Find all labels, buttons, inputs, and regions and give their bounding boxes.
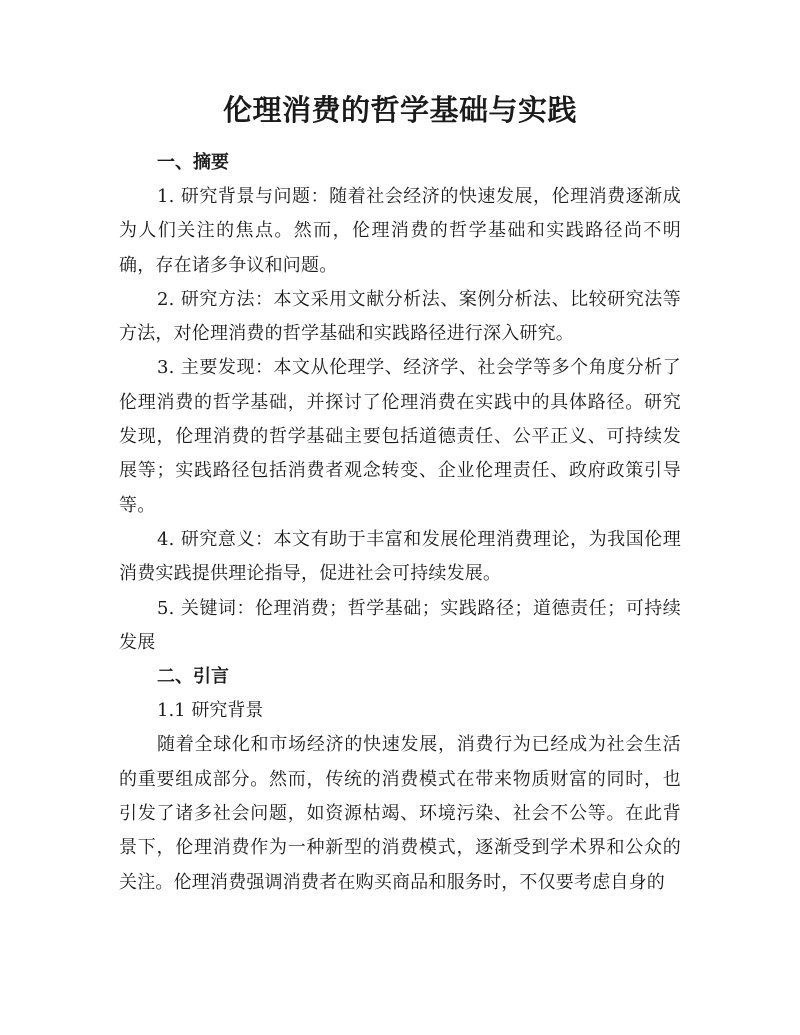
abstract-heading: 一、摘要 [157, 152, 229, 173]
abstract-paragraph-findings: 3. 主要发现：本文从伦理学、经济学、社会学等多个角度分析了伦理消费的哲学基础，并探讨了伦理消费在实践中的具体路径。研究发现，伦理消费的哲学基础主要包括道德责任、公平正义、可持续发展等；实践路径包括消费者观念转变、企业伦理责任、政府政策引导等。 [119, 357, 681, 516]
document-body [119, 146, 681, 900]
intro-subheading: 1.1 研究背景 [157, 700, 264, 722]
intro-paragraph: 随着全球化和市场经济的快速发展，消费行为已经成为社会生活的重要组成部分。然而，传统的消费模式在带来物质财富的同时，也引发了诸多社会问题，如资源枯竭、环境污染、社会不公等。在此背景下，伦理消费作为一种新型的消费模式，逐渐受到学术界和公众的关注。伦理消费强调消费者在购买商品和服务时，不仅要考虑自身的 [119, 734, 681, 893]
abstract-paragraph-methods: 2. 研究方法：本文采用文献分析法、案例分析法、比较研究法等方法，对伦理消费的哲学基础和实践路径进行深入研究。 [119, 288, 681, 345]
intro-heading: 二、引言 [157, 666, 229, 688]
abstract-paragraph-significance: 4. 研究意义：本文有助于丰富和发展伦理消费理论，为我国伦理消费实践提供理论指导，促进社会可持续发展。 [119, 528, 681, 585]
abstract-paragraph-keywords: 5. 关键词：伦理消费；哲学基础；实践路径；道德责任；可持续发展 [119, 597, 681, 653]
abstract-paragraph-background: 1. 研究背景与问题：随着社会经济的快速发展，伦理消费逐渐成为人们关注的焦点。然而，伦理消费的哲学基础和实践路径尚不明确，存在诸多争议和问题。 [119, 186, 681, 276]
document-title: 伦理消费的哲学基础与实践 [222, 93, 577, 127]
